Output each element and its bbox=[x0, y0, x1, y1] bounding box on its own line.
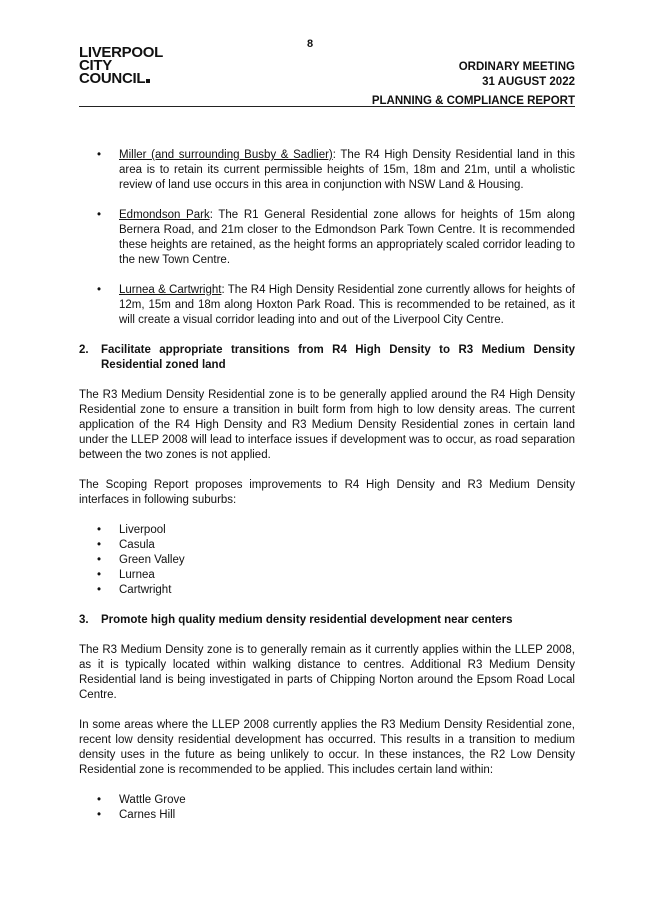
section-number: 3. bbox=[79, 614, 89, 626]
height-bullets bbox=[79, 148, 575, 328]
list-item bbox=[79, 208, 575, 268]
bullet-text: : The R1 General Residential zone allows for heights of 15m along Bernera Road, and 21m closer to the Edmondson Park Town Centre. It is recommended these heights are retained, as the height forms an appropriately scaled corridor leading to the new Town Centre. bbox=[119, 209, 575, 266]
suburb-list bbox=[79, 793, 575, 823]
bullet-icon: • bbox=[97, 584, 102, 596]
suburb-name: Green Valley bbox=[119, 554, 185, 566]
list-item bbox=[79, 148, 575, 193]
section-number: 2. bbox=[79, 344, 89, 356]
page-number: 8 bbox=[306, 38, 314, 50]
list-item bbox=[79, 808, 575, 823]
meeting-title: ORDINARY MEETING bbox=[458, 61, 575, 73]
paragraph: The Scoping Report proposes improvements to R4 High Density and R3 Medium Density interfaces in following suburbs: bbox=[79, 479, 575, 506]
logo-line-1: LIVERPOOL bbox=[79, 44, 163, 61]
header-divider bbox=[79, 106, 575, 107]
list-item bbox=[79, 283, 575, 328]
section-title: Facilitate appropriate transitions from R4 High Density to R3 Medium Density Residential zoned land bbox=[101, 344, 575, 371]
bullet-icon: • bbox=[97, 794, 102, 806]
bullet-icon: • bbox=[97, 569, 102, 581]
suburb-name: Cartwright bbox=[119, 584, 172, 596]
bullet-title: Miller (and surrounding Busby & Sadlier) bbox=[119, 149, 333, 161]
bullet-icon: • bbox=[97, 539, 102, 551]
paragraph: The R3 Medium Density zone is to generally remain as it currently applies within the LLEP 2008, as it is typically located within walking distance to centres. Additional R3 Medium Density Residential land is being investigated in parts of Chipping Norton around the Epsom Road Local Centre. bbox=[79, 644, 575, 701]
logo-line-3: COUNCIL bbox=[79, 70, 146, 87]
section-3-heading bbox=[79, 613, 575, 628]
bullet-title: Edmondson Park bbox=[119, 209, 210, 221]
bullet-icon: • bbox=[97, 284, 102, 296]
suburb-name: Wattle Grove bbox=[119, 794, 186, 806]
bullet-icon: • bbox=[97, 149, 102, 161]
report-title: PLANNING & COMPLIANCE REPORT bbox=[371, 95, 575, 107]
bullet-text: : The R4 High Density Residential zone currently allows for heights of 12m, 15m and 18m along Hoxton Park Road. This is recommended to be retained, as it will create a visual corridor leading into and out of the Liverpool City Centre. bbox=[119, 284, 575, 326]
logo-line-2: CITY bbox=[79, 57, 112, 74]
document-body bbox=[79, 148, 575, 823]
section-title: Promote high quality medium density residential development near centers bbox=[101, 614, 513, 626]
logo-dot-icon bbox=[146, 79, 150, 83]
bullet-title: Lurnea & Cartwright bbox=[119, 284, 222, 296]
paragraph: The R3 Medium Density Residential zone is to be generally applied around the R4 High Density Residential zone to ensure a transition in built form from high to low density areas. The current application of the R4 High Density and R3 Medium Density Residential zones in certain land under the LLEP 2008 will lead to interface issues if development was to occur, as road separation between the two zones is not applied. bbox=[79, 389, 575, 461]
list-item bbox=[79, 568, 575, 583]
paragraph: In some areas where the LLEP 2008 currently applies the R3 Medium Density Residential zone, recent low density residential development has occurred. This results in a transition to medium density uses in the future as being unlikely to occur. In these instances, the R2 Low Density Residential zone is recommended to be applied. This includes certain land within: bbox=[79, 719, 575, 776]
report-header bbox=[372, 60, 575, 109]
bullet-icon: • bbox=[97, 209, 102, 221]
bullet-text: : The R4 High Density Residential land in this area is to retain its current permissible heights of 15m, 18m and 21m, until a wholistic review of land use occurs in this area in conjunction with NSW Land & Housing. bbox=[119, 149, 575, 191]
list-item bbox=[79, 583, 575, 598]
bullet-icon: • bbox=[97, 554, 102, 566]
bullet-icon: • bbox=[97, 809, 102, 821]
list-item bbox=[79, 523, 575, 538]
suburb-name: Casula bbox=[119, 539, 155, 551]
suburb-list bbox=[79, 523, 575, 598]
suburb-name: Carnes Hill bbox=[119, 809, 176, 821]
meeting-date: 31 AUGUST 2022 bbox=[482, 76, 575, 88]
list-item bbox=[79, 553, 575, 568]
council-logo bbox=[79, 46, 163, 85]
suburb-name: Lurnea bbox=[119, 569, 155, 581]
list-item bbox=[79, 538, 575, 553]
section-2-heading bbox=[79, 343, 575, 373]
bullet-icon: • bbox=[97, 524, 102, 536]
list-item bbox=[79, 793, 575, 808]
suburb-name: Liverpool bbox=[119, 524, 166, 536]
